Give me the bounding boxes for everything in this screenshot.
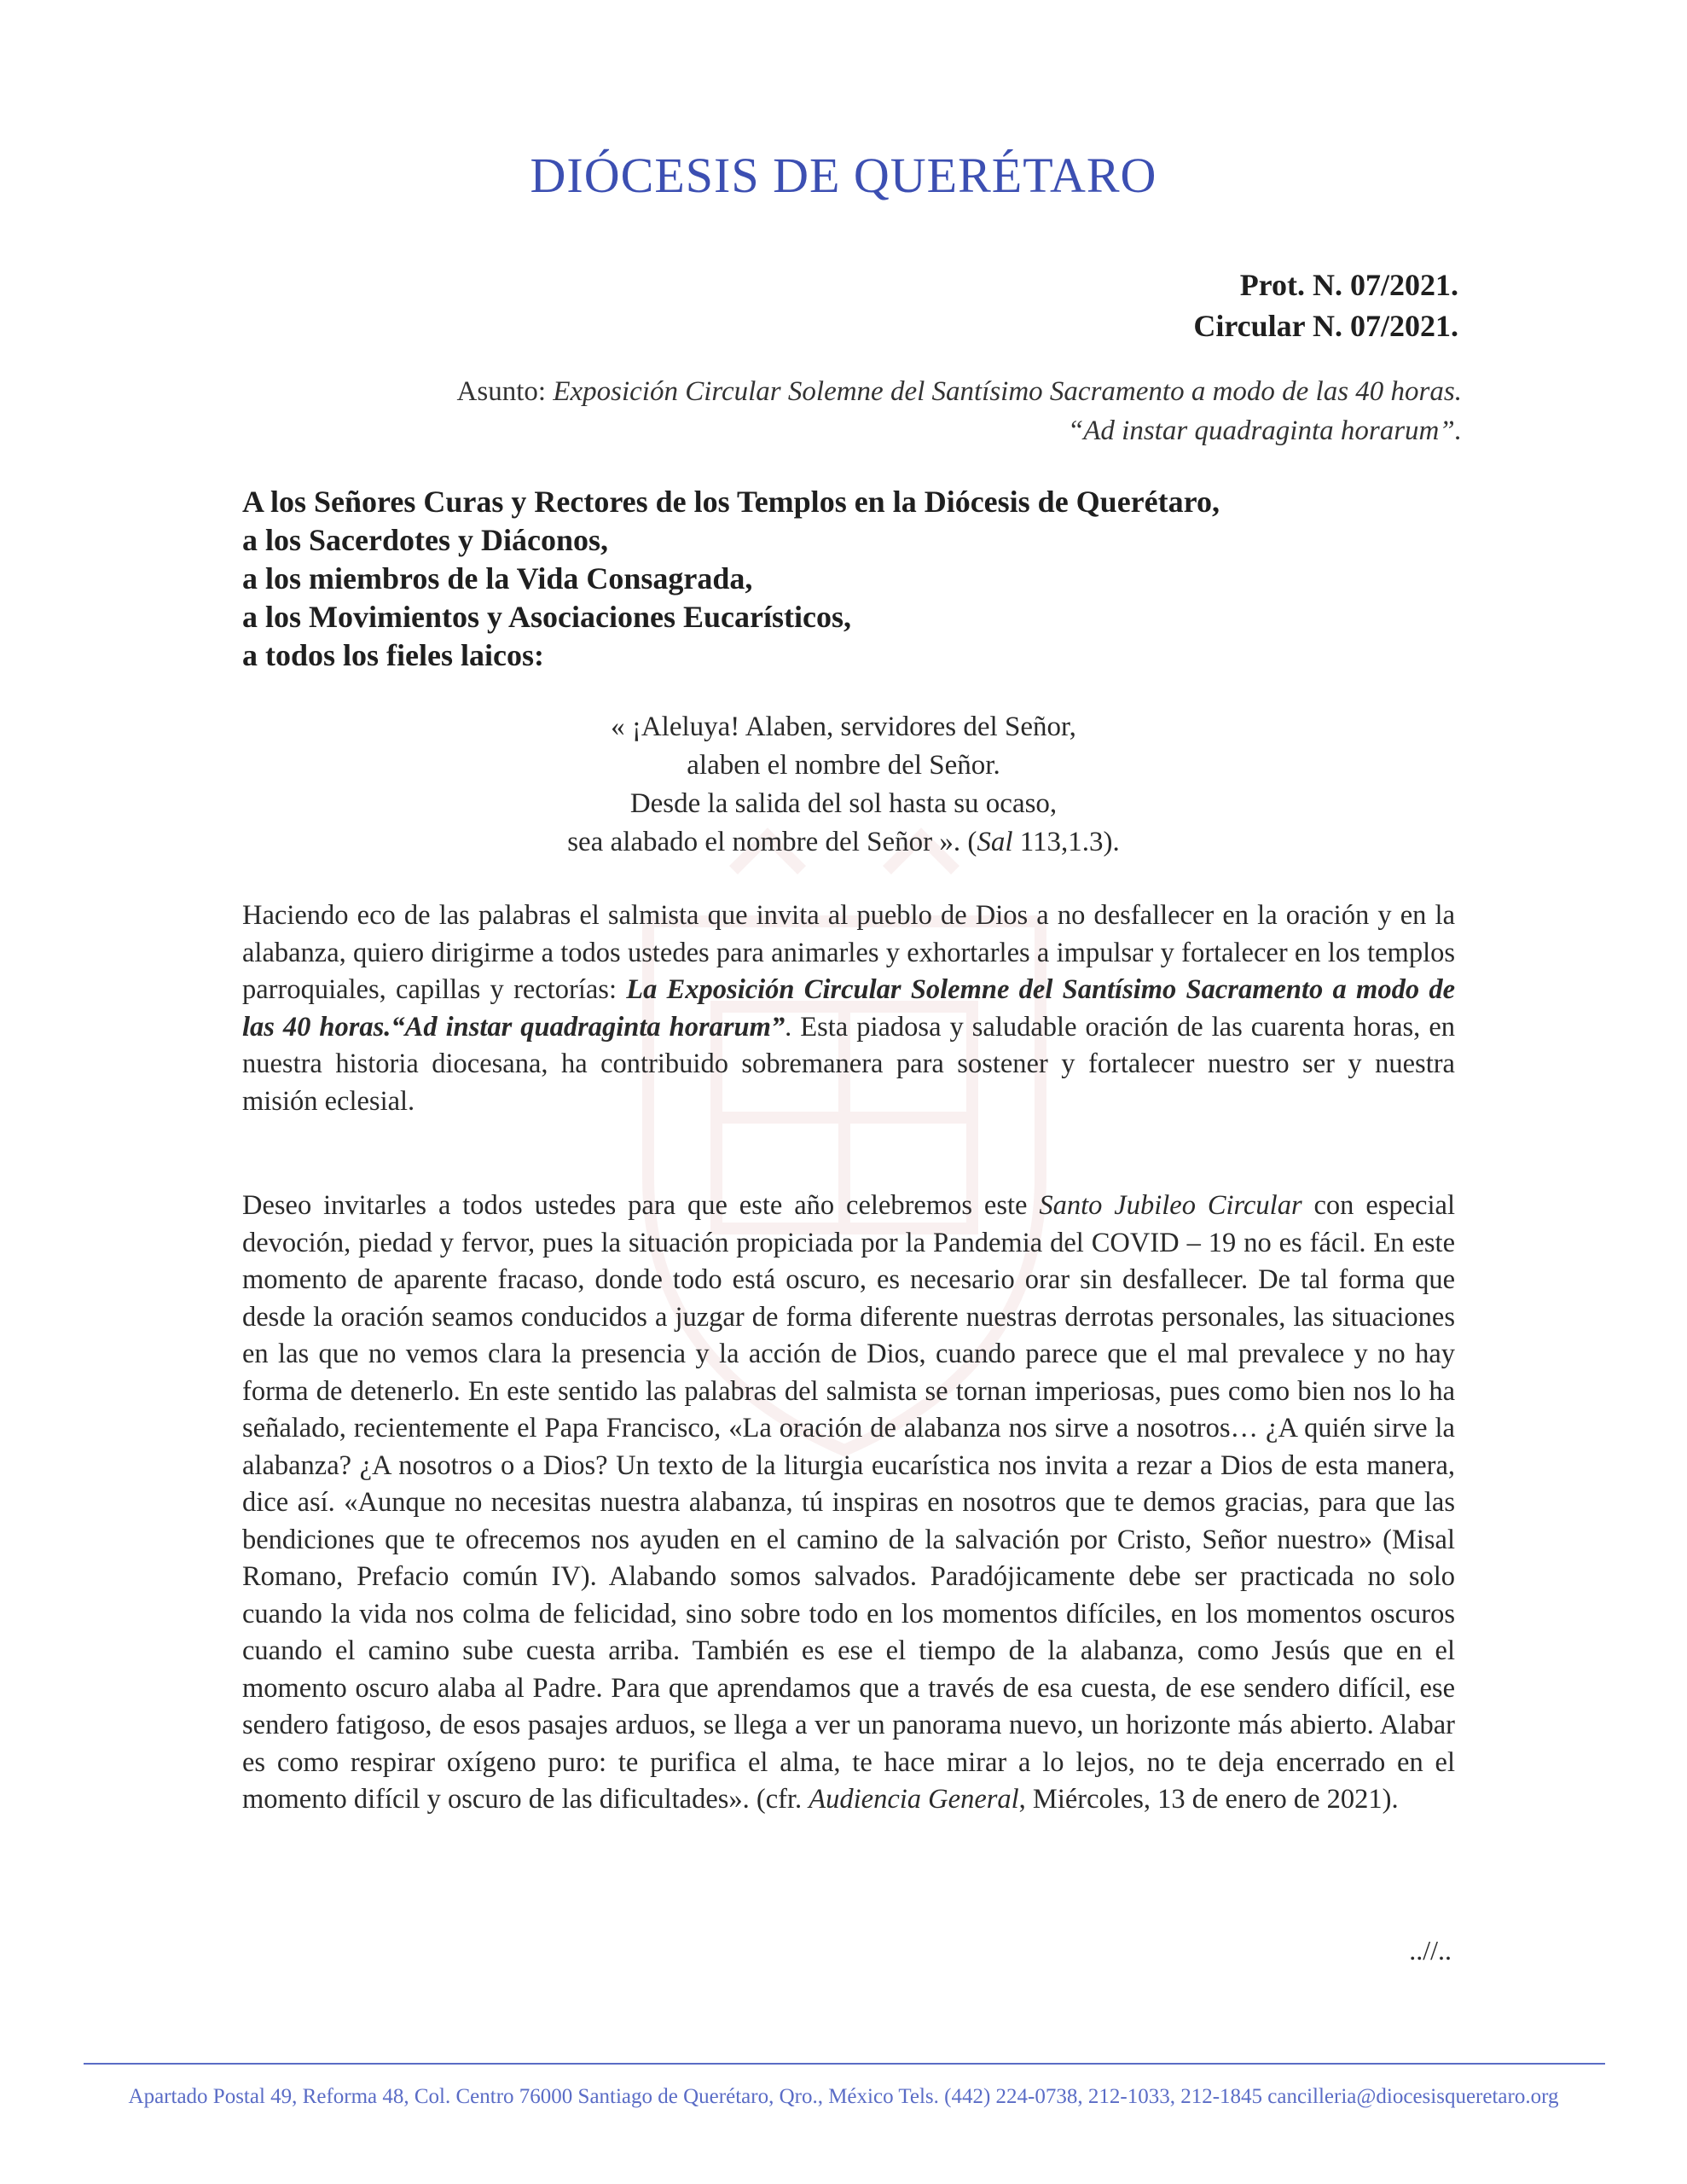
footer-divider	[84, 2063, 1605, 2065]
subject-text: Exposición Circular Solemne del Santísimo Sacramento a modo de las 40 horas.	[553, 376, 1462, 407]
circular-number: Circular N. 07/2021.	[1193, 309, 1458, 343]
addressee-line: a todos los fieles laicos:	[242, 638, 544, 672]
subject-label: Asunto:	[456, 376, 547, 407]
continuation-mark: ..//..	[1409, 1935, 1452, 1966]
subject-block	[457, 372, 1462, 450]
jubilee-name: Santo Jubileo Circular	[1039, 1190, 1302, 1221]
psalm-line: « ¡Aleluya! Alaben, servidores del Señor,	[611, 712, 1076, 742]
body-paragraph-2: Deseo invitarles a todos ustedes para que este año celebremos este Santo Jubileo Circular con especial devoción, piedad y fervor, pues la situación propiciada por la Pandemia del COVID – 19 no es fácil. En este momento de aparente fracaso, donde todo está oscuro, es necesario orar sin desfallecer. De tal forma que desde la oración seamos conducidos a juzgar de forma diferente nuestras derrotas personales, las situaciones en las que no vemos clara la presencia y la acción de Dios, cuando parece que el mal prevalece y no hay forma de detenerlo. En este sentido las palabras del salmista se tornan imperiosas, pues como bien nos lo ha señalado, recientemente el Papa Francisco, «La oración de alabanza nos sirve a nosotros… ¿A quién sirve la alabanza? ¿A nosotros o a Dios? Un texto de la liturgia eucarística nos invita a rezar a Dios de esta manera, dice así. «Aunque no necesitas nuestra alabanza, tú inspiras en nosotros que te demos gracias, para que las bendiciones que te ofrecemos nos ayuden en el camino de la salvación por Cristo, Señor nuestro» (Misal Romano, Prefacio común IV). Alabando somos salvados. Paradójicamente debe ser practicada no solo cuando la vida nos colma de felicidad, sino sobre todo en los momentos difíciles, en los momentos oscuros cuando el camino sube cuesta arriba. También es ese el tiempo de la alabanza, como Jesús que en el momento oscuro alaba al Padre. Para que aprendamos que a través de esa cuesta, de ese sendero difícil, ese sendero fatigoso, de esos pasajes arduos, se llega a ver un panorama nuevo, un horizonte más abierto. Alabar es como respirar oxígeno puro: te purifica el alma, te hace mirar a lo lejos, no te deja encerrado en el momento difícil y oscuro de las dificultades». (cfr. Audiencia General, Miércoles, 13 de enero de 2021).	[242, 1190, 1455, 1815]
addressee-line: a los Sacerdotes y Diáconos,	[242, 523, 608, 557]
addressee-list	[242, 483, 1220, 675]
prot-number: Prot. N. 07/2021.	[1239, 268, 1458, 302]
psalm-book: Sal	[977, 827, 1013, 857]
body-paragraph-1: Haciendo eco de las palabras el salmista que invita al pueblo de Dios a no desfallecer en la oración y en la alabanza, quiero dirigirme a todos ustedes para animarles y exhortarles a impulsar y fortalecer en los templos parroquiales, capillas y rectorías: La Exposición Circular Solemne del Santísimo Sacramento a modo de las 40 horas.“Ad instar quadraginta horarum”. Esta piadosa y saludable oración de las cuarenta horas, en nuestra historia diocesana, ha contribuido sobremanera para sostener y fortalecer nuestro ser y nuestra misión eclesial.	[242, 900, 1456, 1117]
addressee-line: a los miembros de la Vida Consagrada,	[242, 561, 753, 595]
addressee-line: a los Movimientos y Asociaciones Eucarísticos,	[242, 600, 851, 634]
subject-latin: “Ad instar quadraginta horarum”.	[1067, 415, 1462, 446]
psalm-quote	[0, 708, 1687, 862]
psalm-line-last: sea alabado el nombre del Señor ». (Sal 113,1.3).	[567, 827, 1120, 857]
exposition-title: La Exposición Circular Solemne del Santísimo Sacramento a modo de las 40 horas.“Ad instar quadraginta horarum”	[242, 974, 1456, 1043]
footer-address: Apartado Postal 49, Reforma 48, Col. Centro 76000 Santiago de Querétaro, Qro., México Tels. (442) 224-0738, 212-1033, 212-1845 cancilleria@diocesisqueretaro.org	[128, 2085, 1559, 2108]
addressee-line: A los Señores Curas y Rectores de los Templos en la Diócesis de Querétaro,	[242, 485, 1220, 519]
reference-numbers	[1193, 264, 1458, 346]
audience-citation: Audiencia General	[809, 1784, 1019, 1815]
psalm-line: alaben el nombre del Señor.	[687, 750, 1000, 781]
psalm-line: Desde la salida del sol hasta su ocaso,	[629, 788, 1058, 819]
diocese-title: DIÓCESIS DE QUERÉTARO	[530, 148, 1157, 203]
